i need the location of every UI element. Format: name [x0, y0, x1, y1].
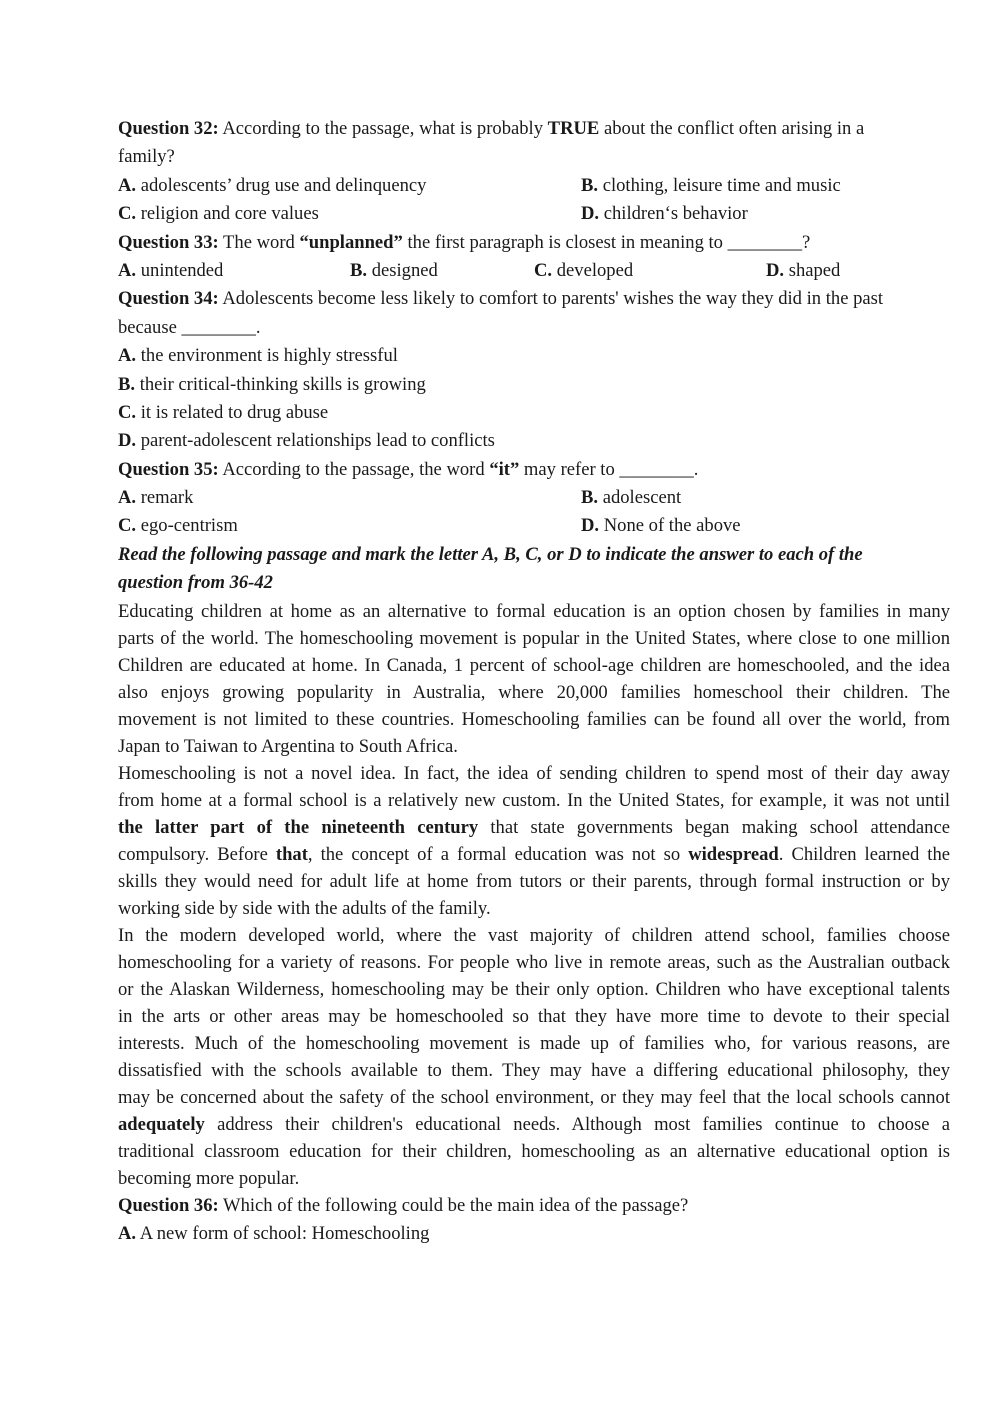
passage-paragraph-3: [118, 922, 950, 1192]
passage-line: Japan to Taiwan to Argentina to South Africa.: [118, 735, 458, 757]
question-35-options-row-1: [118, 484, 950, 512]
option-33-a[interactable]: A. unintended: [118, 259, 224, 281]
passage-line: Children are educated at home. In Canada, 1 percent of school-age children are homeschooled, and the idea: [118, 654, 950, 676]
passage-line: working side by side with the adults of the family.: [118, 897, 491, 919]
question-34-label: Question 34:: [118, 288, 219, 310]
passage-line: homeschooling for a variety of reasons. For people who live in remote areas, such as the Australian outback: [118, 951, 950, 973]
passage-line: Homeschooling is not a novel idea. In fact, the idea of sending children to spend most of their day away: [118, 762, 950, 784]
question-32-label: Question 32:: [118, 118, 219, 139]
worksheet-page: [118, 115, 950, 1248]
option-36-a[interactable]: A. A new form of school: Homeschooling: [118, 1223, 430, 1245]
passage-line: becoming more popular.: [118, 1167, 300, 1189]
passage-line: or the Alaskan Wilderness, homeschooling may be their only option. Children who have exceptional talents: [118, 978, 950, 1000]
question-36-stem: Question 36: Which of the following could be the main idea of the passage?: [118, 1194, 689, 1216]
passage-paragraph-1: [118, 598, 950, 760]
option-35-b[interactable]: B. adolescent: [581, 487, 682, 509]
passage-line: in the arts or other areas may be homeschooled so that they have more time to devote to their special: [118, 1005, 950, 1027]
option-35-d[interactable]: D. None of the above: [581, 515, 741, 537]
question-33-options-row: [118, 257, 950, 285]
question-34-stem-cont: because ________.: [118, 316, 261, 338]
option-33-b[interactable]: B. designed: [350, 259, 438, 281]
passage-line: Educating children at home as an alternative to formal education is an option chosen by families in many: [118, 600, 950, 622]
passage-line: dissatisfied with the schools available to them. They may have a differing educational philosophy, they: [118, 1059, 950, 1081]
passage-line: the latter part of the nineteenth century that state governments began making school attendance: [118, 816, 950, 838]
question-32-stem: Question 32: According to the passage, what is probably TRUE about the conflict often arising in a: [118, 118, 865, 139]
option-33-c[interactable]: C. developed: [534, 259, 634, 281]
question-32-options-row-2: [118, 200, 950, 228]
option-34-a[interactable]: A. the environment is highly stressful: [118, 345, 398, 367]
option-32-c[interactable]: C. religion and core values: [118, 203, 319, 225]
passage-line: parts of the world. The homeschooling movement is popular in the United States, where close to one million: [118, 627, 950, 649]
question-35-options-row-2: [118, 512, 950, 540]
question-33-stem: Question 33: The word “unplanned” the first paragraph is closest in meaning to ________?: [118, 231, 811, 253]
passage-line: may be concerned about the safety of the school environment, or they may feel that the local schools cannot: [118, 1086, 950, 1108]
question-35-stem: Question 35: According to the passage, the word “it” may refer to ________.: [118, 458, 699, 480]
option-34-d[interactable]: D. parent-adolescent relationships lead to conflicts: [118, 430, 495, 452]
option-33-d[interactable]: D. shaped: [766, 259, 841, 281]
passage-instruction-cont: question from 36-42: [118, 572, 273, 594]
question-35-label: Question 35:: [118, 458, 219, 480]
option-35-c[interactable]: C. ego-centrism: [118, 515, 238, 537]
question-33-label: Question 33:: [118, 231, 219, 253]
option-32-b[interactable]: B. clothing, leisure time and music: [581, 174, 841, 196]
passage-line: from home at a formal school is a relatively new custom. In the United States, for example, it was not until: [118, 789, 950, 811]
option-35-a[interactable]: A. remark: [118, 487, 194, 509]
option-32-a[interactable]: A. adolescents’ drug use and delinquency: [118, 174, 427, 196]
option-32-d[interactable]: D. children‘s behavior: [581, 203, 748, 225]
passage-line: interests. Much of the homeschooling movement is made up of families who, for various reasons, are: [118, 1032, 950, 1054]
option-34-c[interactable]: C. it is related to drug abuse: [118, 401, 329, 423]
question-32-stem-cont: family?: [118, 146, 175, 168]
passage-instruction: Read the following passage and mark the letter A, B, C, or D to indicate the answer to each of the: [118, 543, 863, 565]
passage-paragraph-2: [118, 760, 950, 922]
passage-line: In the modern developed world, where the vast majority of children attend school, families choose: [118, 924, 950, 946]
passage-line: also enjoys growing popularity in Australia, where 20,000 families homeschool their children. The: [118, 681, 950, 703]
passage-line: traditional classroom education for their children, homeschooling as an alternative educational option is: [118, 1140, 950, 1162]
option-34-b[interactable]: B. their critical-thinking skills is growing: [118, 373, 426, 395]
question-36-label: Question 36:: [118, 1194, 219, 1216]
passage-line: skills they would need for adult life at home from tutors or their parents, through formal instruction or by: [118, 870, 950, 892]
passage-line: compulsory. Before that, the concept of a formal education was not so widespread. Children learned the: [118, 843, 950, 865]
passage-line: adequately address their children's educational needs. Although most families continue to choose a: [118, 1113, 950, 1135]
passage-line: movement is not limited to these countries. Homeschooling families can be found all over the world, from: [118, 708, 950, 730]
question-32-options-row-1: [118, 172, 950, 200]
question-34-stem: Question 34: Adolescents become less likely to comfort to parents' wishes the way they did in the past: [118, 288, 884, 310]
